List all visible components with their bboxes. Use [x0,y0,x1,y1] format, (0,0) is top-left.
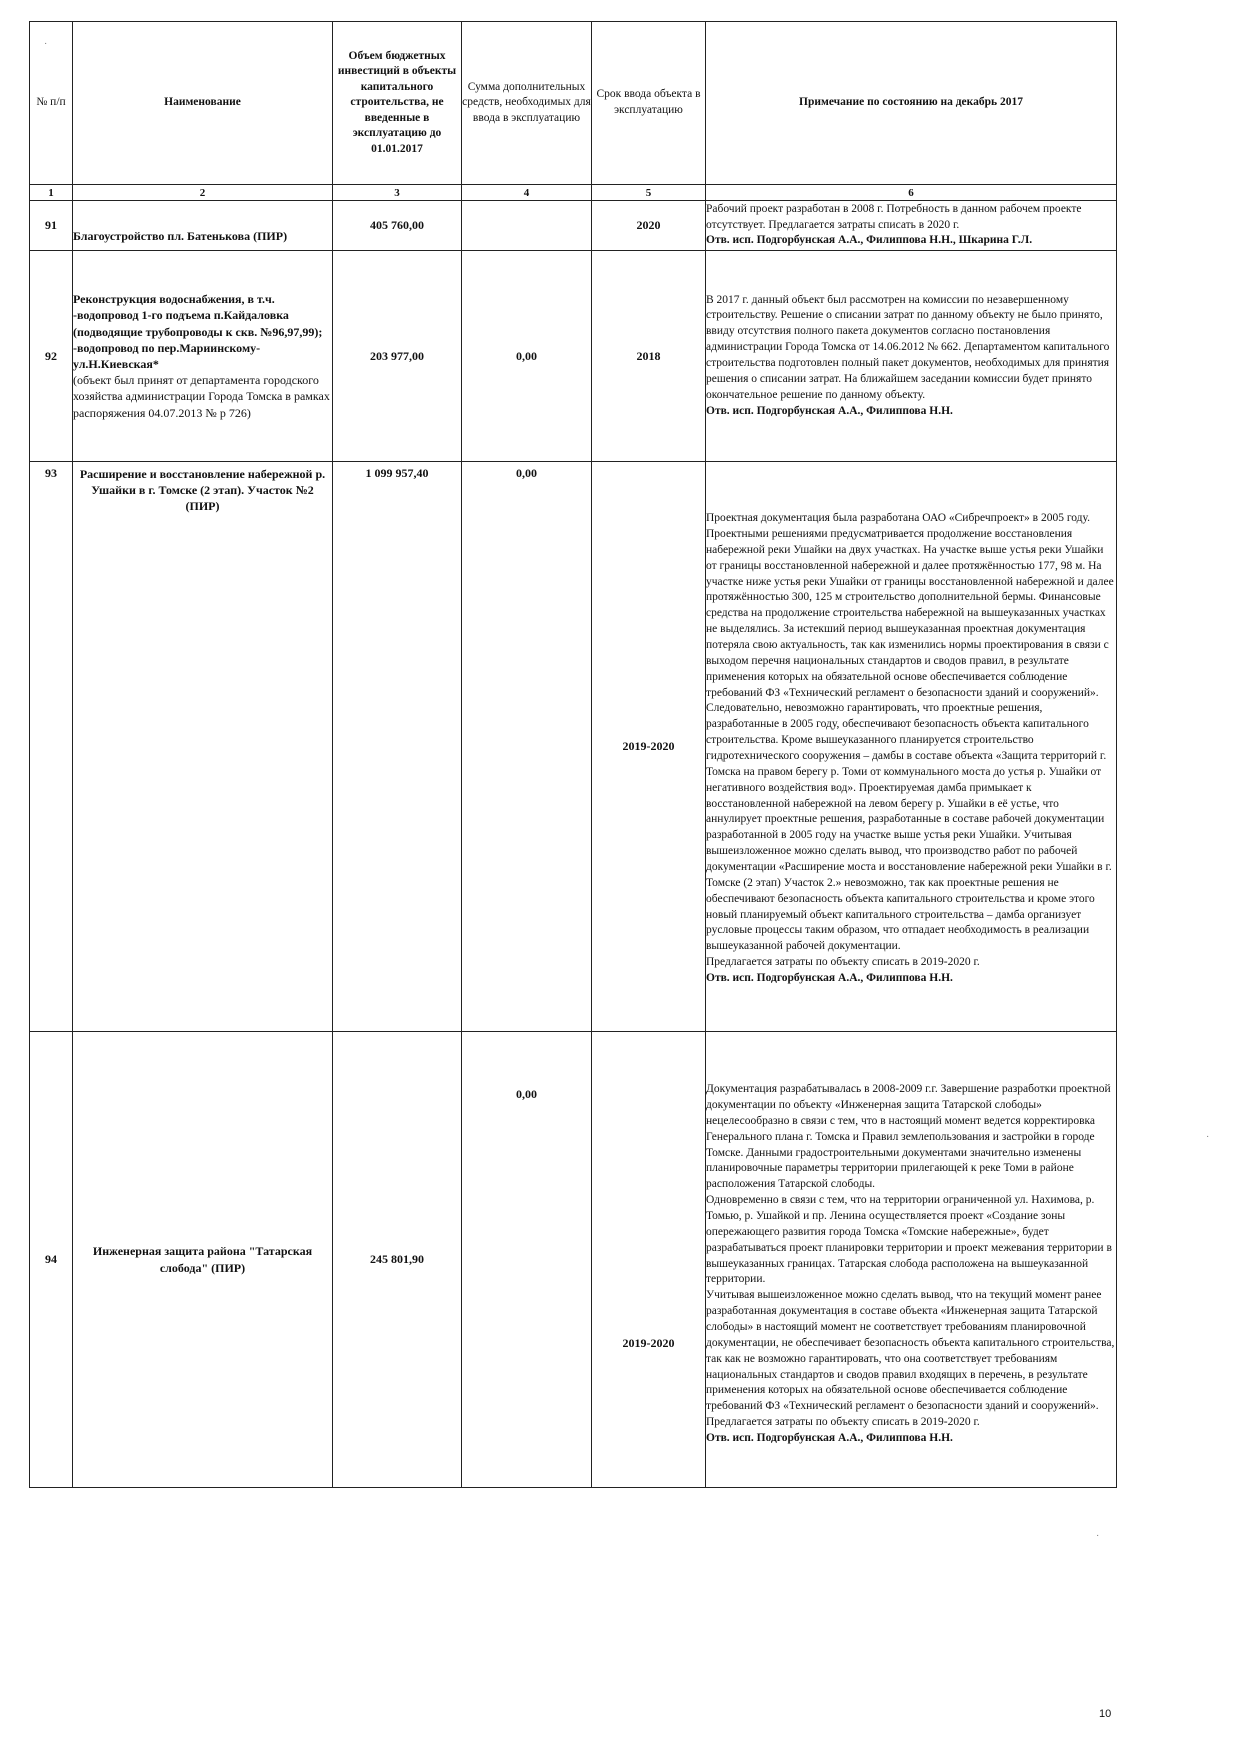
column-number: 1 [30,185,73,201]
scan-speck: · [44,38,48,49]
header-num: № п/п [30,22,73,185]
row-note [706,251,1117,462]
note-proposal: Предлагается затраты по объекту списать в 2019-2020 г. [706,1416,980,1429]
table-row [30,1032,1117,1488]
note-text: Документация разрабатывалась в 2008-2009 г.г. Завершение разработки проектной документации по объекту «Инженерная защита Татарской слободы» нецелесообразно в связи с тем, что в настоящий момент ведется корректировка Генерального плана г. Томска и Правил землепользования и застройки в городе Томске. Данными градостроительными документами значительно изменены планировочные параметры территории прилегающей к реке Томи в районе расположения Татарской слободы. [706,1083,1111,1191]
row-additional: 0,00 [462,251,592,462]
column-number: 5 [592,185,706,201]
column-number: 6 [706,185,1117,201]
header-name: Наименование [73,22,333,185]
row-name: Расширение и восстановление набережной р. Ушайки в г. Томске (2 этап). Участок №2 (ПИР) [73,462,333,1032]
row-num: 91 [30,201,73,251]
row-volume: 1 099 957,40 [333,462,462,1032]
note-text: Рабочий проект разработан в 2008 г. Потребность в данном рабочем проекте отсутствует. Предлагается затраты списать в 2020 г. [706,202,1082,231]
investment-table [29,21,1117,1488]
header-row [30,22,1117,185]
table-row [30,201,1117,251]
header-note: Примечание по состоянию на декабрь 2017 [706,22,1117,185]
row-name-remark: (объект был принят от департамента городского хозяйства администрации Города Томска в рамках распоряжения 04.07.2013 № р 726) [73,373,330,420]
header-additional: Сумма дополнительных средств, необходимых для ввода в эксплуатацию [462,22,592,185]
row-name: Благоустройство пл. Батенькова (ПИР) [73,201,333,251]
row-volume: 203 977,00 [333,251,462,462]
row-additional: 0,00 [462,1032,592,1488]
row-name [73,251,333,462]
note-text-3: Учитывая вышеизложенное можно сделать вывод, что на текущий момент ранее разработанная документация в составе объекта «Инженерная защита Татарской слободы» в настоящий момент не соответствует требованиям планировочной документации, не обеспечивает безопасность объекта капитального строительства, так как не возможно гарантировать, что она соответствует требованиям национальных стандартов и сводов правил входящих в перечень, в результате применения которых на обязательной основе обеспечивается соблюдение требований ФЗ «Технический регламент о безопасности зданий и сооружений». [706,1289,1115,1413]
row-name-main: Реконструкция водоснабжения, в т.ч. -водопровод 1-го подъема п.Кайдаловка (подводящие трубопроводы к скв. №96,97,99); -водопровод по пер.Мариинскому-ул.Н.Киевская* [73,292,323,371]
row-additional [462,201,592,251]
header-term: Срок ввода объекта в эксплуатацию [592,22,706,185]
row-note [706,462,1117,1032]
note-proposal: Предлагается затраты по объекту списать в 2019-2020 г. [706,956,980,969]
note-responsible: Отв. исп. Подгорбунская А.А., Филиппова Н.Н., Шкарина Г.Л. [706,234,1033,247]
scan-speck: · [1206,1131,1210,1142]
row-term: 2019-2020 [592,1032,706,1488]
note-responsible: Отв. исп. Подгорбунская А.А., Филиппова Н.Н. [706,404,953,417]
note-text: Проектная документация была разработана ОАО «Сибречпроект» в 2005 году. Проектными решениями предусматривается продолжение восстановления набережной реки Ушайки на двух участках. На участке выше устья реки Ушайки от границы восстановленной набережной и далее протяжённостью 177, 98 м. На участке ниже устья реки Ушайки от границы восстановленной набережной и далее протяжённостью 300, 125 м строительство дополнительной бермы. Финансовые средства на продолжение строительства набережной на вышеуказанных участках не выделялись. За истекший период вышеуказанная проектная документация потеряла свою актуальность, так как изменились нормы проектирования в связи с выходом перечня национальных стандартов и сводов правил, в результате применения которых на обязательной основе обеспечивается соблюдение требований ФЗ «Технический регламент о безопасности зданий и сооружений». Следовательно, невозможно гарантировать, что проектные решения, разработанные в 2005 году, обеспечивают безопасность объекта капитального строительства. Кроме вышеуказанного планируется строительство гидротехнического сооружения – дамбы в составе объекта «Защита территорий г. Томска на правом берегу р. Томи от коммунального моста до устья р. Ушайки от негативного воздействия вод». Проектируемая дамба примыкает к восстановленной набережной на левом берегу р. Ушайки в её устье, что аннулирует проектные решения, разработанные в составе рабочей документации разработанной в 2005 году на участке выше устья реки Ушайки. Учитывая вышеизложенное можно сделать вывод, что производство работ по рабочей документации «Расширение моста и восстановление набережной реки Ушайки в г. Томске (2 этап) Участок 2.» невозможно, так как проектные решения не обеспечивают безопасность объекта капитального строительства и кроме этого новый планируемый объект капитального строительства – дамба организует русловые процессы таким образом, что отпадает необходимость в реализации вышеуказанной рабочей документации. [706,512,1114,953]
row-term: 2020 [592,201,706,251]
row-term: 2018 [592,251,706,462]
row-name: Инженерная защита района "Татарская слобода" (ПИР) [73,1032,333,1488]
row-note [706,1032,1117,1488]
row-volume: 405 760,00 [333,201,462,251]
row-volume: 245 801,90 [333,1032,462,1488]
page-number: 10 [1099,1708,1112,1720]
header-volume: Объем бюджетных инвестиций в объекты капитального строительства, не введенные в эксплуатацию до 01.01.2017 [333,22,462,185]
row-note [706,201,1117,251]
note-text-2: Одновременно в связи с тем, что на территории ограниченной ул. Нахимова, р. Томью, р. Ушайкой и пр. Ленина осуществляется проект «Создание зоны опережающего развития города Томска «Томские набережные», будет разрабатываться проект планировки территории и проект межевания территории в вышеуказанных границах. Татарская слобода расположена на вышеуказанной территории. [706,1194,1112,1286]
row-num: 92 [30,251,73,462]
row-num: 93 [30,462,73,1032]
row-term: 2019-2020 [592,462,706,1032]
note-responsible: Отв. исп. Подгорбунская А.А., Филиппова Н.Н. [706,1432,953,1445]
scan-speck: · [1096,1530,1100,1541]
row-num: 94 [30,1032,73,1488]
note-responsible: Отв. исп. Подгорбунская А.А., Филиппова Н.Н. [706,972,953,985]
column-number: 4 [462,185,592,201]
column-number: 3 [333,185,462,201]
table-row [30,462,1117,1032]
table-row [30,251,1117,462]
row-additional: 0,00 [462,462,592,1032]
column-number: 2 [73,185,333,201]
note-text: В 2017 г. данный объект был рассмотрен на комиссии по незавершенному строительству. Решение о списании затрат по данному объекту не было принято, ввиду отсутствия полного пакета документов согласно постановления администрации Города Томска от 14.06.2012 № 662. Департаментом капитального строительства подготовлен полный пакет документов, необходимых для принятия решения о списании затрат. На ближайшем заседании комиссии будет принято окончательное решение по данному объекту. [706,293,1110,401]
column-number-row [30,185,1117,201]
